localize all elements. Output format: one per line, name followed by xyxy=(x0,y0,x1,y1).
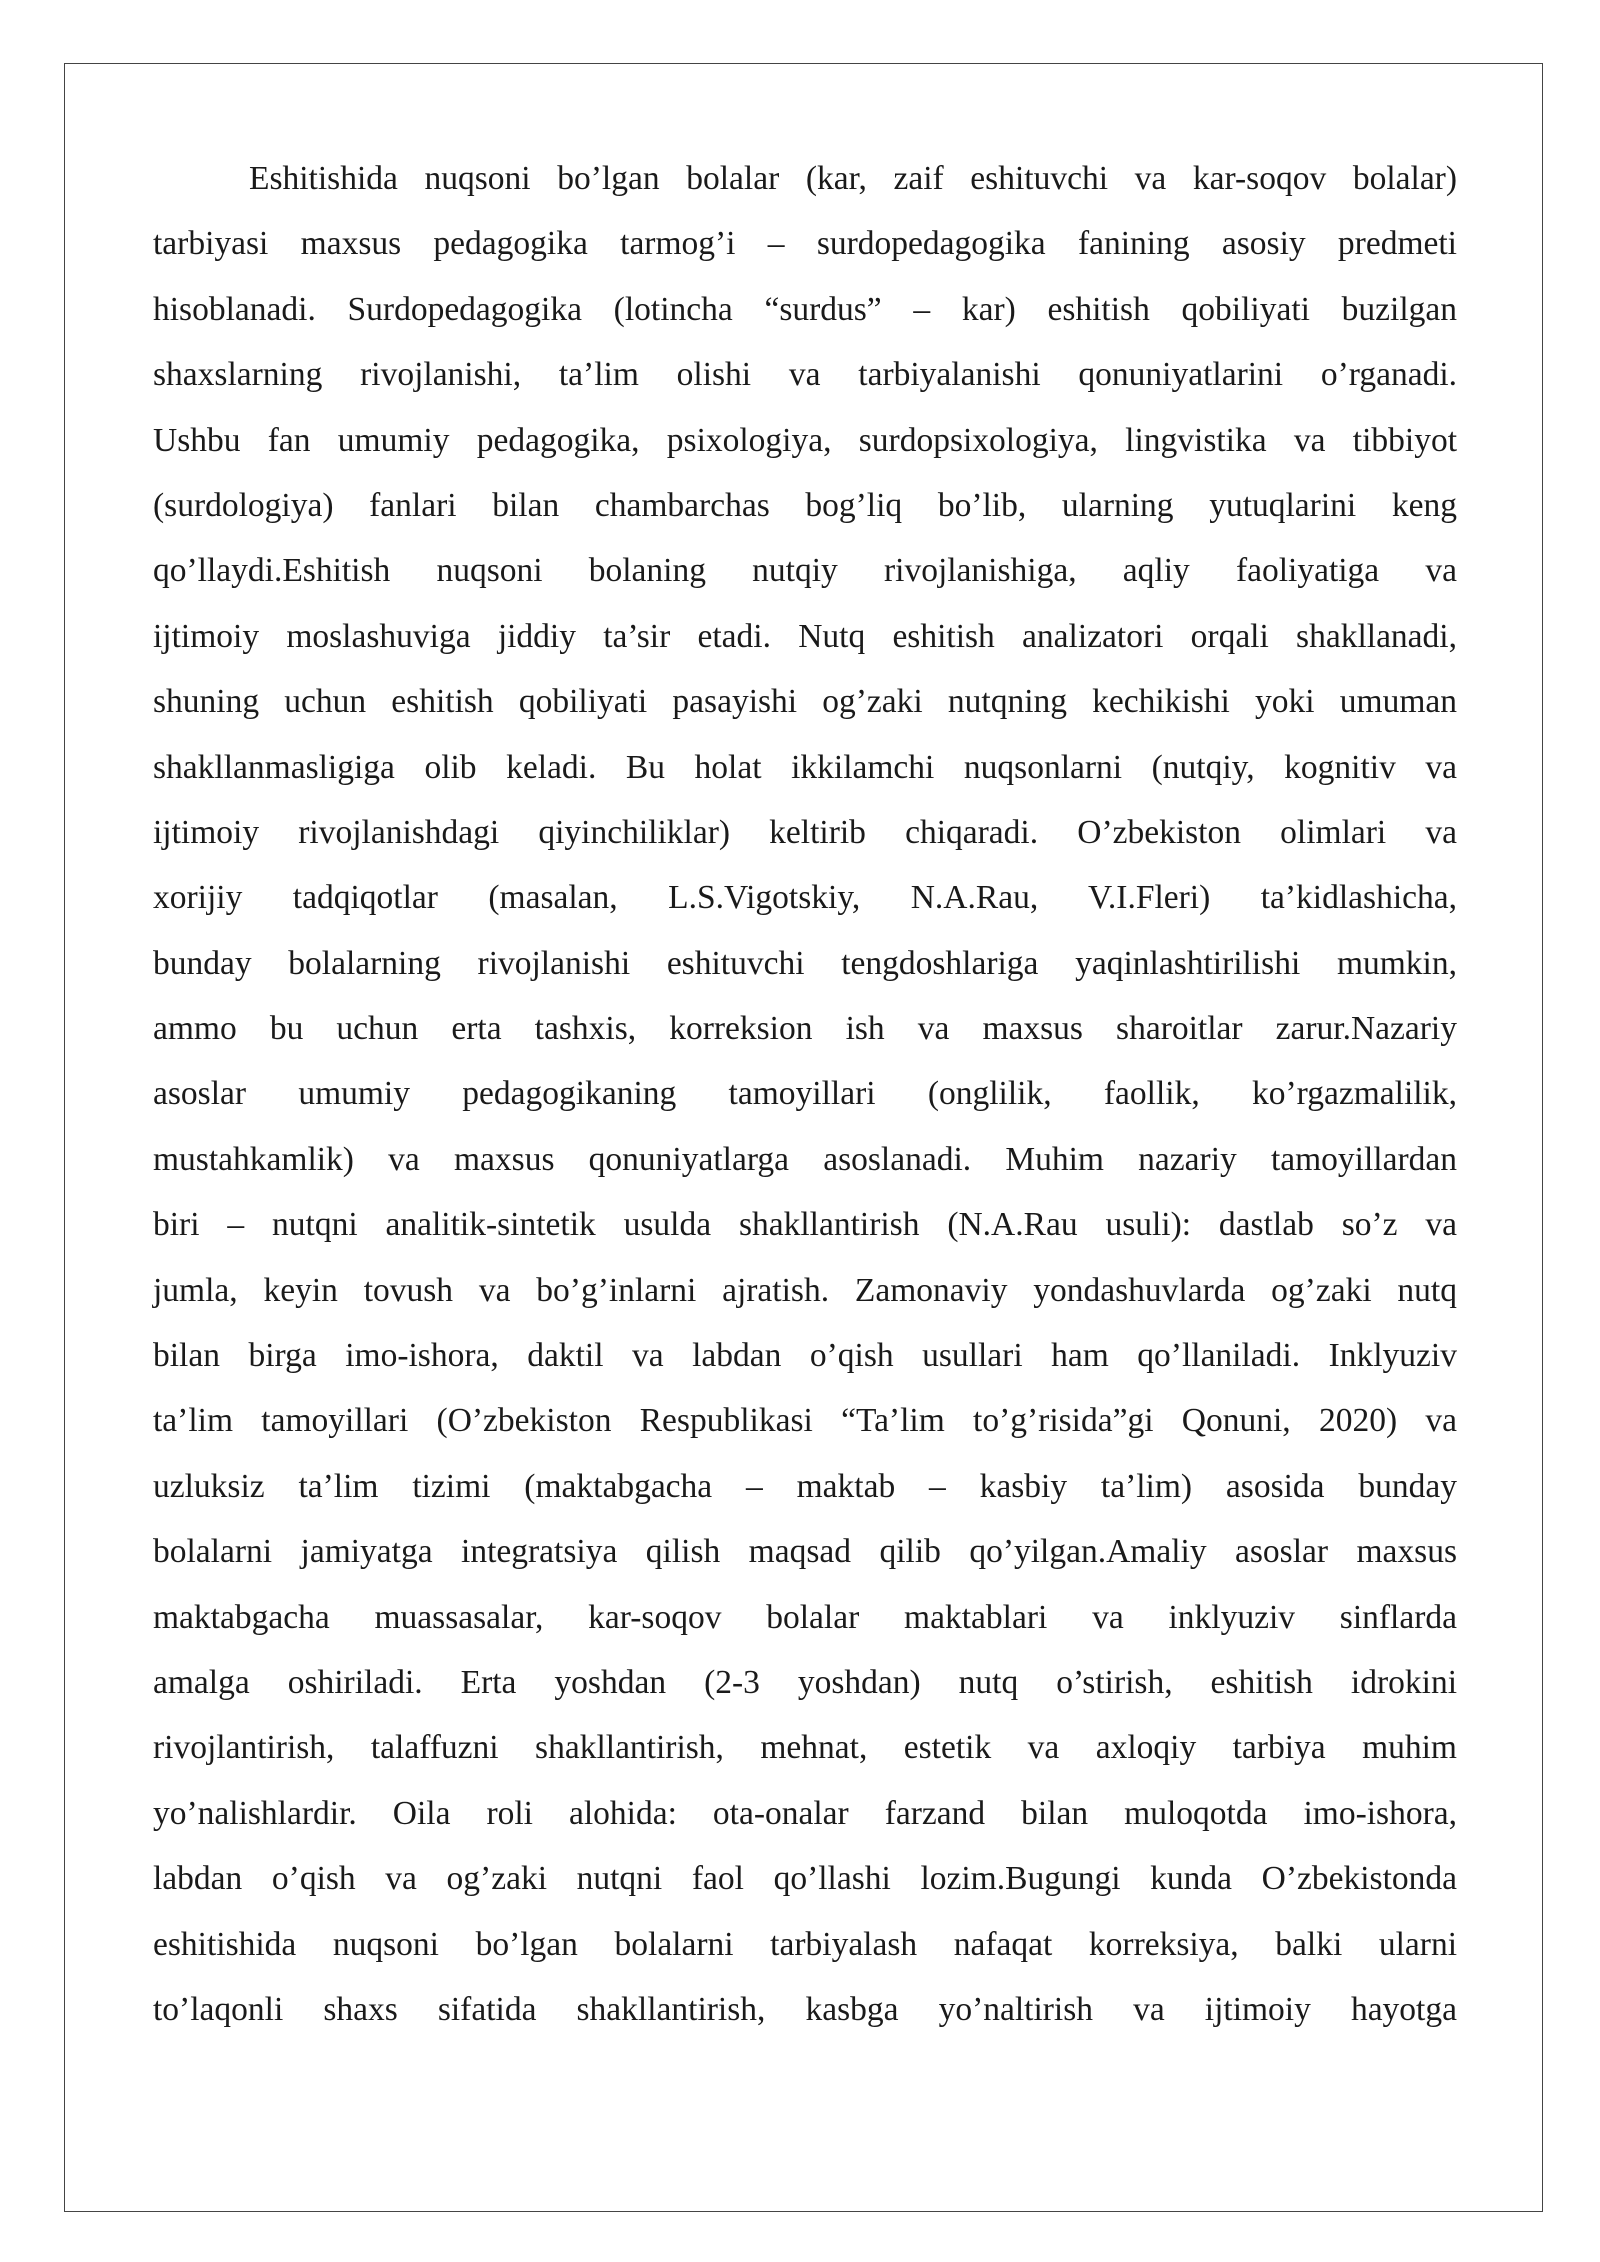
paragraph-line: rivojlantirish, talaffuzni shakllantirish, mehnat, estetik va axloqiy tarbiya muhim xyxy=(153,1729,1457,1767)
paragraph-line: amalga oshiriladi. Erta yoshdan (2-3 yoshdan) nutq o’stirish, eshitish idrokini xyxy=(153,1663,1457,1701)
paragraph-line: to’laqonli shaxs sifatida shakllantirish, kasbga yo’naltirish va ijtimoiy hayotga xyxy=(153,1990,1457,2028)
paragraph-line: bunday bolalarning rivojlanishi eshituvchi tengdoshlariga yaqinlashtirilishi mumkin, xyxy=(153,944,1457,982)
document-paragraph xyxy=(153,146,1457,2042)
paragraph-line: jumla, keyin tovush va bo’g’inlarni ajratish. Zamonaviy yondashuvlarda og’zaki nutq xyxy=(153,1271,1457,1309)
paragraph-line: Eshitishida nuqsoni bo’lgan bolalar (kar, zaif eshituvchi va kar-soqov bolalar) xyxy=(249,160,1457,197)
paragraph-line: xorijiy tadqiqotlar (masalan, L.S.Vigotskiy, N.A.Rau, V.I.Fleri) ta’kidlashicha, xyxy=(153,879,1457,917)
paragraph-line: bolalarni jamiyatga integratsiya qilish maqsad qilib qo’yilgan.Amaliy asoslar maxsus xyxy=(153,1533,1457,1571)
paragraph-line: maktabgacha muassasalar, kar-soqov bolalar maktablari va inklyuziv sinflarda xyxy=(153,1598,1457,1636)
paragraph-line: tarbiyasi maxsus pedagogika tarmog’i – surdopedagogika fanining asosiy predmeti xyxy=(153,225,1457,263)
paragraph-line: ijtimoiy moslashuviga jiddiy ta’sir etadi. Nutq eshitish analizatori orqali shakllanadi, xyxy=(153,617,1457,655)
paragraph-line: labdan o’qish va og’zaki nutqni faol qo’llashi lozim.Bugungi kunda O’zbekistonda xyxy=(153,1860,1457,1898)
paragraph-line: yo’nalishlardir. Oila roli alohida: ota-onalar farzand bilan muloqotda imo-ishora, xyxy=(153,1794,1457,1832)
paragraph-line: shaxslarning rivojlanishi, ta’lim olishi va tarbiyalanishi qonuniyatlarini o’rganadi. xyxy=(153,356,1457,394)
paragraph-line: mustahkamlik) va maxsus qonuniyatlarga asoslanadi. Muhim nazariy tamoyillardan xyxy=(153,1140,1457,1178)
paragraph-line: ammo bu uchun erta tashxis, korreksion ish va maxsus sharoitlar zarur.Nazariy xyxy=(153,1010,1457,1048)
paragraph-line: (surdologiya) fanlari bilan chambarchas bog’liq bo’lib, ularning yutuqlarini keng xyxy=(153,486,1457,524)
paragraph-line: asoslar umumiy pedagogikaning tamoyillari (onglilik, faollik, ko’rgazmalilik, xyxy=(153,1075,1457,1113)
paragraph-line: shuning uchun eshitish qobiliyati pasayishi og’zaki nutqning kechikishi yoki umuman xyxy=(153,683,1457,721)
paragraph-line: bilan birga imo-ishora, daktil va labdan o’qish usullari ham qo’llaniladi. Inklyuziv xyxy=(153,1337,1457,1375)
paragraph-line: shakllanmasligiga olib keladi. Bu holat ikkilamchi nuqsonlarni (nutqiy, kognitiv va xyxy=(153,748,1457,786)
paragraph-line: Ushbu fan umumiy pedagogika, psixologiya, surdopsixologiya, lingvistika va tibbiyot xyxy=(153,421,1457,459)
paragraph-line: hisoblanadi. Surdopedagogika (lotincha “surdus” – kar) eshitish qobiliyati buzilgan xyxy=(153,290,1457,328)
paragraph-line: biri – nutqni analitik-sintetik usulda shakllantirish (N.A.Rau usuli): dastlab so’z va xyxy=(153,1206,1457,1244)
paragraph-line: ta’lim tamoyillari (O’zbekiston Respublikasi “Ta’lim to’g’risida”gi Qonuni, 2020) va xyxy=(153,1402,1457,1440)
paragraph-line: ijtimoiy rivojlanishdagi qiyinchiliklar) keltirib chiqaradi. O’zbekiston olimlari va xyxy=(153,813,1457,851)
paragraph-line: uzluksiz ta’lim tizimi (maktabgacha – maktab – kasbiy ta’lim) asosida bunday xyxy=(153,1467,1457,1505)
paragraph-line: qo’llaydi.Eshitish nuqsoni bolaning nutqiy rivojlanishiga, aqliy faoliyatiga va xyxy=(153,552,1457,590)
paragraph-line: eshitishida nuqsoni bo’lgan bolalarni tarbiyalash nafaqat korreksiya, balki ularni xyxy=(153,1925,1457,1963)
